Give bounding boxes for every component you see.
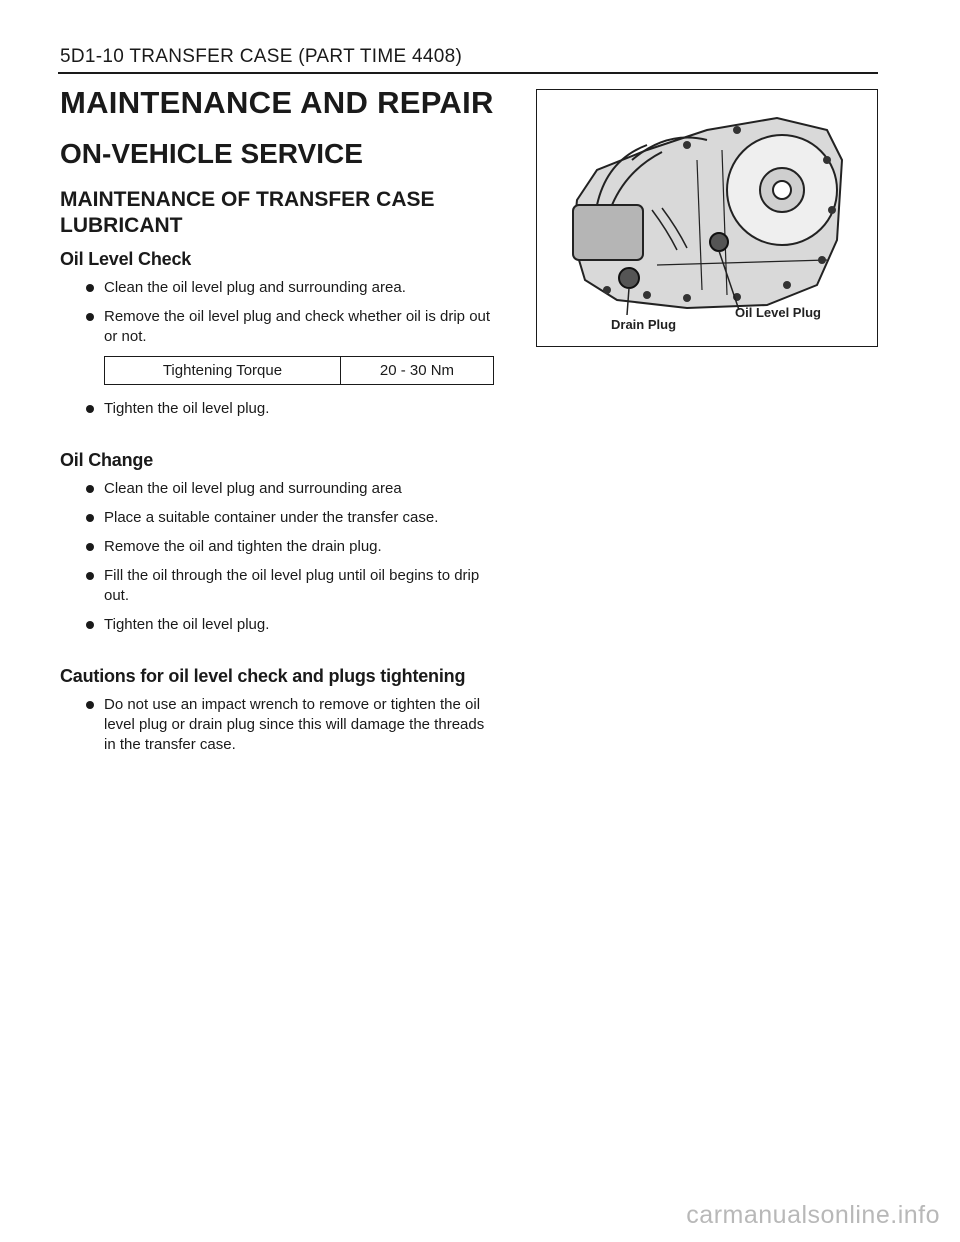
header-rule: [58, 72, 878, 74]
oil-level-check-heading: Oil Level Check: [60, 249, 192, 270]
oil-level-check-list: [60, 278, 500, 347]
oil-level-plug-label: Oil Level Plug: [735, 305, 821, 320]
list-item: Tighten the oil level plug.: [60, 615, 500, 635]
list-item: Clean the oil level plug and surrounding area.: [60, 278, 500, 298]
list-item: Fill the oil through the oil level plug until oil begins to drip out.: [60, 566, 500, 606]
drain-plug: [619, 268, 639, 288]
drain-plug-label: Drain Plug: [611, 317, 677, 332]
section-title: ON-VEHICLE SERVICE: [60, 138, 363, 170]
torque-table: [104, 356, 494, 385]
torque-label: Tightening Torque: [105, 357, 341, 385]
list-item: Clean the oil level plug and surrounding area: [60, 479, 500, 499]
watermark: carmanualsonline.info: [686, 1201, 940, 1229]
table-row: [105, 357, 494, 385]
list-item: Do not use an impact wrench to remove or tighten the oil level plug or drain plug since this will damage the threads in the transfer case.: [60, 695, 500, 755]
actuator-motor: [573, 205, 643, 260]
list-item: Place a suitable container under the transfer case.: [60, 508, 500, 528]
transfer-case-illustration: [537, 90, 877, 346]
subsection-title: MAINTENANCE OF TRANSFER CASE LUBRICANT: [60, 187, 435, 238]
page-title: MAINTENANCE AND REPAIR: [60, 85, 494, 120]
torque-value: 20 - 30 Nm: [340, 357, 493, 385]
transfer-case-figure: [536, 89, 878, 347]
oil-level-check-list-after: [60, 399, 500, 419]
main-column: [60, 84, 500, 764]
oil-level-plug: [710, 233, 728, 251]
page-header: 5D1-10 TRANSFER CASE (PART TIME 4408): [60, 46, 463, 67]
oil-change-heading: Oil Change: [60, 450, 154, 471]
cautions-heading: Cautions for oil level check and plugs tightening: [60, 666, 466, 687]
oil-change-list: [60, 479, 500, 635]
list-item: Tighten the oil level plug.: [60, 399, 500, 419]
list-item: Remove the oil and tighten the drain plug.: [60, 537, 500, 557]
list-item: Remove the oil level plug and check whether oil is drip out or not.: [60, 307, 500, 347]
cautions-list: [60, 695, 500, 755]
